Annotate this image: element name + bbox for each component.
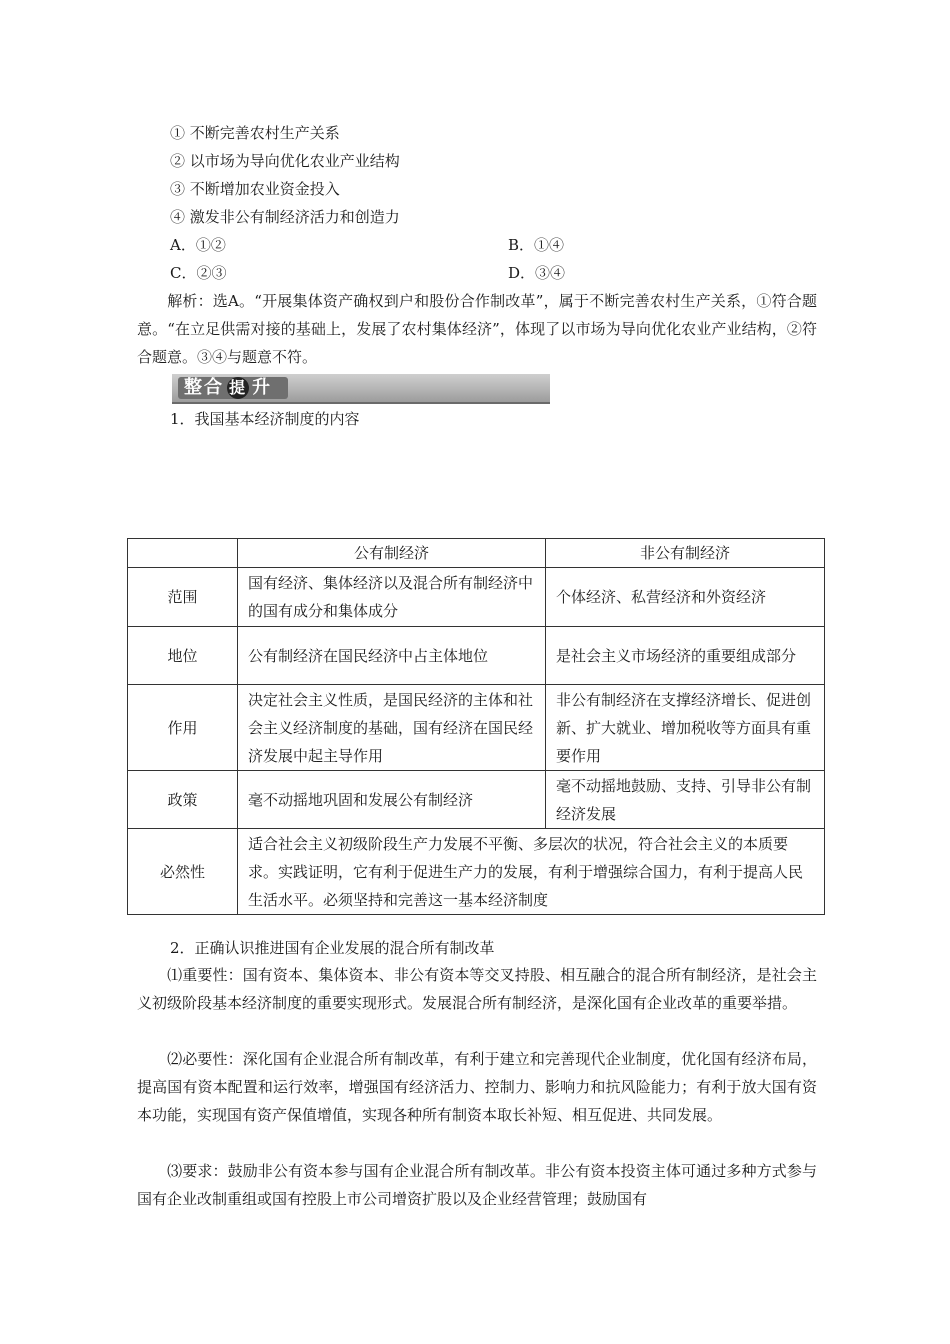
analysis-text: 解析：选A。“开展集体资产确权到户和股份合作制改革”，属于不断完善农村生产关系，①符合题意。“在立足供需对接的基础上，发展了农村集体经济”，体现了以市场为导向优化农业产业结构，②符合题意。③④与题意不符。 (137, 292, 817, 366)
economy-table (127, 538, 825, 915)
row-label: 作用 (128, 685, 238, 771)
table-row (128, 627, 825, 685)
table-header-row (128, 539, 825, 568)
table-row (128, 685, 825, 771)
choice-c: C．②③ (170, 264, 227, 282)
option-item-1: ① 不断完善农村生产关系 (170, 124, 340, 142)
row-label: 必然性 (128, 829, 238, 915)
row-label: 政策 (128, 771, 238, 829)
table-row (128, 568, 825, 627)
row-label: 范围 (128, 568, 238, 627)
section2-paragraph-2 (137, 1045, 817, 1129)
option-item-4: ④ 激发非公有制经济活力和创造力 (170, 208, 400, 226)
banner-title (184, 376, 272, 400)
cell-merged: 适合社会主义初级阶段生产力发展不平衡、多层次的状况，符合社会主义的本质要求。实践证明，它有利于促进生产力的发展，有利于增强综合国力，有利于提高人民生活水平。必须坚持和完善这一基本经济制度 (238, 829, 825, 915)
banner-circle-char: 提 (228, 378, 247, 397)
table-row (128, 829, 825, 915)
section2-p1-text: ⑴重要性：国有资本、集体资本、非公有资本等交叉持股、相互融合的混合所有制经济，是社会主义初级阶段基本经济制度的重要实现形式。发展混合所有制经济，是深化国有企业改革的重要举措。 (137, 966, 817, 1012)
section2-p3-text: ⑶要求：鼓励非公有资本参与国有企业混合所有制改革。非公有资本投资主体可通过多种方式参与国有企业改制重组或国有控股上市公司增资扩股以及企业经营管理；鼓励国有 (137, 1162, 817, 1208)
banner-part1: 整合 (184, 377, 224, 398)
section2-heading: 2．正确认识推进国有企业发展的混合所有制改革 (170, 939, 495, 957)
cell-nonpublic: 非公有制经济在支撑经济增长、促进创新、扩大就业、增加税收等方面具有重要作用 (546, 685, 825, 771)
cell-nonpublic: 是社会主义市场经济的重要组成部分 (546, 627, 825, 685)
section2-p2-text: ⑵必要性：深化国有企业混合所有制改革，有利于建立和完善现代企业制度，优化国有经济布局，提高国有资本配置和运行效率，增强国有经济活力、控制力、影响力和抗风险能力；有利于放大国有资本功能，实现国有资产保值增值，实现各种所有制资本取长补短、相互促进、共同发展。 (137, 1050, 817, 1124)
row-label: 地位 (128, 627, 238, 685)
table-row (128, 771, 825, 829)
cell-public: 毫不动摇地巩固和发展公有制经济 (238, 771, 546, 829)
section2-paragraph-1 (137, 961, 817, 1017)
choice-a: A．①② (170, 236, 226, 254)
cell-public: 决定社会主义性质，是国民经济的主体和社会主义经济制度的基础，国有经济在国民经济发展中起主导作用 (238, 685, 546, 771)
table-header-nonpublic: 非公有制经济 (546, 539, 825, 568)
cell-public: 国有经济、集体经济以及混合所有制经济中的国有成分和集体成分 (238, 568, 546, 627)
table-header-blank (128, 539, 238, 568)
section1-heading: 1．我国基本经济制度的内容 (170, 410, 360, 428)
analysis-paragraph (137, 287, 817, 371)
option-item-2: ② 以市场为导向优化农业产业结构 (170, 152, 400, 170)
choice-d: D．③④ (508, 264, 566, 282)
banner-part2: 升 (252, 377, 272, 398)
cell-public: 公有制经济在国民经济中占主体地位 (238, 627, 546, 685)
cell-nonpublic: 个体经济、私营经济和外资经济 (546, 568, 825, 627)
table-header-public: 公有制经济 (238, 539, 546, 568)
section-banner (172, 374, 550, 404)
option-item-3: ③ 不断增加农业资金投入 (170, 180, 340, 198)
section2-paragraph-3 (137, 1157, 817, 1213)
cell-nonpublic: 毫不动摇地鼓励、支持、引导非公有制经济发展 (546, 771, 825, 829)
choice-b: B．①④ (508, 236, 565, 254)
